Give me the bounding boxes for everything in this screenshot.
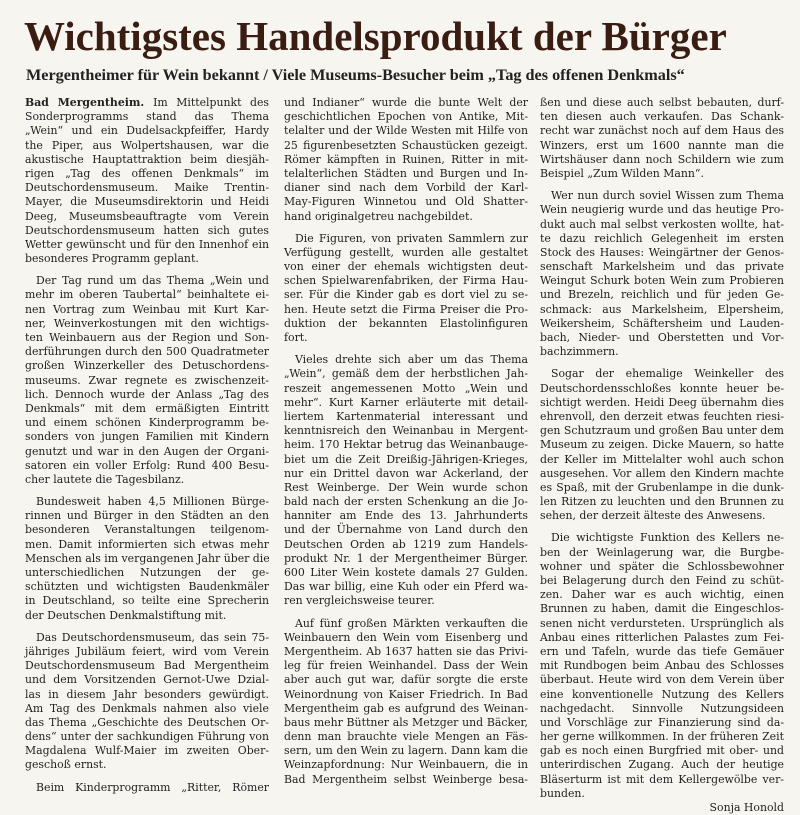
paragraph-gap (25, 266, 269, 274)
text-line: schützten und wichtigsten Baudenkmäler (25, 580, 269, 594)
text-line: ausgesehen. Vor allem den Kindern machte (540, 466, 784, 480)
paragraph-gap (284, 224, 528, 232)
text-line: schen Spielwarenfabriken, der Firma Hau- (284, 274, 528, 288)
text-line: nur ein Drittel davon war Ackerland, der (284, 466, 528, 480)
text-line: zen. Daher war es auch wichtig, einen (540, 588, 784, 602)
text-line: „Wein“, gemäß dem der herbstlichen Jah- (284, 367, 528, 381)
text-line: Deeg, Museumsbeauftragte vom Verein (25, 209, 269, 223)
text-line: Brunnen zu haben, damit die Eingeschlos- (540, 602, 784, 616)
text-line: hand originalgetreu nachgebildet. (284, 209, 473, 223)
text-line: bach, Nieder- und Oberstetten und Vor- (540, 331, 784, 344)
text-line: senen nicht verdursteten. Ursprünglich als (540, 616, 784, 630)
text-line: cher lautete die Tagesbilanz. (25, 472, 185, 486)
text-line: von einer der ehemals wichtigsten deut- (284, 260, 528, 274)
text-line: Die wichtigste Funktion des Kellers ne- (551, 531, 784, 545)
text-line: ern und Tafeln, wurde das tiefe Gemäuer (540, 644, 784, 658)
text-line: her gerne willkommen. In der früheren Zeit (540, 730, 784, 744)
text-line: mit Rundbogen beim Anbau des Schlosses (540, 659, 784, 673)
text-line: sonders von jungen Familien mit Kindern (25, 430, 269, 444)
text-line: Sonderprogramms stand das Thema (25, 110, 269, 124)
text-line: ben der Weinlagerung war, die Burgbe- (540, 545, 784, 559)
text-line: „Wein“ und ein Dudelsackpfeiffer, Hardy (25, 124, 269, 138)
text-line: genutzt und war in den Augen der Organi- (25, 444, 269, 458)
text-line: geschichtlichen Epochen von Antike, Mit- (284, 110, 528, 124)
text-line: leg für freien Weinhandel. Dass der Wein (284, 659, 528, 673)
text-line: las in diesem Jahr besonders gewürdigt. (25, 687, 269, 701)
author-byline: Sonja Honold (709, 801, 784, 814)
text-line: the Piper, aus Wolpertshausen, war die (25, 138, 269, 152)
text-line: telalter und der Wilde Westen mit Hilfe von (284, 124, 528, 138)
text-line: Mergentheim. Ab 1637 hatten sie das Privi- (284, 644, 528, 658)
text-line: sehen, der derzeit älteste des Anwesens. (540, 509, 766, 523)
text-line: Bundesweit haben 4,5 Millionen Bürge- (36, 495, 269, 509)
text-line: wohner und später die Schlossbewohner (540, 559, 784, 573)
text-line-rest: Im Mittelpunkt des (153, 96, 269, 109)
text-line: nen Vortrag zum Weinbau mit Kurt Kar- (25, 302, 269, 316)
paragraph-gap (284, 345, 528, 353)
text-line: Weingut Schurk boten Wein zum Probieren (540, 274, 784, 288)
text-line: Weinordnung von Kaiser Friedrich. In Bad (284, 687, 528, 701)
text-line: duktion der bekannten Elastolinfiguren (284, 316, 528, 330)
text-line: mehr im oberen Taubertal“ beinhaltete ei- (25, 288, 269, 302)
text-line: Weinzapfordnung: Nur Weinbauern, die in (284, 758, 528, 772)
paragraph-gap (284, 609, 528, 617)
text-line: Auf fünf großen Märkten verkauften die (295, 616, 528, 630)
text-line: te dazu reichlich Gelegenheit im ersten (540, 231, 784, 245)
text-line: schmack: aus Markelsheim, Elpersheim, (540, 302, 784, 316)
text-line: Weikersheim, Schäftersheim und Lauden- (540, 316, 784, 330)
text-line: das Thema „Geschichte des Deutschen Or- (25, 715, 269, 729)
text-line: kenntnisreich den Weinanbau in Mergent- (284, 424, 528, 438)
text-line: recht war zunächst noch auf dem Haus des (540, 124, 784, 138)
text-line: der Deutschen Denkmalstiftung mit. (25, 608, 227, 622)
text-line: museums. Zwar regnete es zwischenzeit- (25, 373, 269, 387)
text-line (25, 96, 269, 110)
paragraph-gap (540, 181, 784, 189)
text-line: produkt Nr. 1 der Mergentheimer Bürger. (284, 551, 528, 565)
text-line: und dem Vorsitzenden Gernot-Uwe Dzial- (25, 673, 269, 687)
text-line: len Ritzen zu leuchten und den Brunnen zu (540, 495, 784, 509)
text-column-1 (25, 96, 270, 794)
text-line: ehrenvoll, den derzeit etwas feuchten riesi- (540, 409, 784, 423)
text-line: gab es noch einen Burgfried mit ober- und (540, 744, 784, 758)
text-line: mehr“. Kurt Karner erläuterte mit detail- (284, 395, 528, 409)
text-line: ser. Für die Kinder gab es dort viel zu se- (284, 288, 528, 302)
text-line: ßen und diese auch selbst bebauten, durf- (540, 96, 784, 109)
text-line: ten Weinbauern aus der Region und Son- (25, 331, 269, 344)
text-line: Bläserturm ist mit dem Kellergewölbe ver- (540, 772, 784, 786)
text-line: Das war billig, eine Kuh oder ein Pferd wa- (284, 580, 528, 594)
text-line: rigen „Tag des offenen Denkmals“ im (25, 166, 269, 180)
text-line: ten diesen auch verkaufen. Das Schank- (540, 110, 784, 124)
paragraph-gap (540, 523, 784, 531)
text-line: Mayer, die Museumsdirektorin und Heidi (25, 195, 269, 209)
text-line: bunden. (540, 786, 585, 800)
text-line: Deutschordensschloßes konnte heuer be- (540, 381, 784, 395)
text-line: Bad Mergentheim selbst Weinberge besa- (284, 772, 528, 786)
text-line: Vieles drehte sich aber um das Thema (295, 353, 528, 367)
text-line: und Indianer“ wurde die bunte Welt der (284, 96, 528, 109)
text-line: satoren ein voller Erfolg: Rund 400 Besu- (25, 458, 269, 472)
text-line: Der Tag rund um das Thema „Wein und (36, 274, 269, 288)
text-line: eine konventionelle Nutzung des Kellers (540, 687, 784, 701)
text-line: dukt auch mal selbst verkosten wollte, hat- (540, 217, 784, 231)
text-line: Menschen als im vergangenen Jahr über die (25, 551, 270, 565)
text-line: derführungen durch den 500 Quadratmeter (25, 345, 269, 359)
text-line: unterirdischen Zugang. Auch der heutige (540, 758, 784, 772)
text-line: überbaut. Heute wird von dem Verein über (540, 673, 784, 687)
text-line: und Vorschläge zur Finanzierung sind da- (540, 715, 784, 729)
text-line: Magdalena Wulf-Maier im zweiten Ober- (25, 744, 269, 758)
text-line: 25 figurenbesetzten Schaustücken gezeigt. (284, 138, 528, 152)
text-line: Stock des Hauses: Weingärtner der Genos- (540, 245, 784, 259)
text-line: 600 Liter Wein kostete damals 27 Gulden. (284, 566, 528, 579)
text-line: sichtigt werden. Heidi Deeg übernahm dies (540, 395, 784, 409)
text-line: Deutschordensmuseum hatten sich gutes (25, 223, 269, 237)
text-line: Römer kämpften in Ruinen, Ritter in mit- (284, 152, 528, 166)
text-line: besonderes Programm geplant. (25, 252, 199, 266)
text-line: dens“ unter der sachkundigen Führung von (25, 730, 269, 744)
text-line: großen Winzerkeller des Detuschordens- (25, 359, 269, 373)
article-headline: Wichtigstes Handelsprodukt der Bürger (24, 13, 727, 59)
text-line: rinnen und Bürger in den Städten an den (25, 509, 269, 523)
text-line: Beispiel „Zum Wilden Mann“. (540, 166, 704, 180)
text-line: bachzimmern. (540, 345, 619, 359)
text-line: Deutschordensmuseum. Maike Trentin- (25, 181, 269, 195)
text-line: akustische Hauptattraktion beim diesjäh- (25, 152, 269, 166)
text-line: der Keller im Mittelalter wohl auch schon (540, 452, 784, 466)
text-line: Sogar der ehemalige Weinkeller des (551, 367, 784, 381)
text-line: sern, um den Wein zu lagern. Dann kam die (284, 744, 528, 758)
text-line: denn man brauchte viele Mengen an Fäs- (284, 730, 528, 744)
text-line: Das Deutschordensmuseum, das sein 75- (36, 630, 269, 644)
text-line: ren vergleichsweise teurer. (284, 594, 435, 608)
text-line: men. Damit informierten sich etwas mehr (25, 537, 269, 551)
text-column-2 (284, 96, 528, 786)
paragraph-gap (25, 773, 269, 781)
text-line: senschaft Markelsheim und das private (540, 260, 784, 274)
text-line: Wein neugierig wurde und das heutige Pro- (540, 203, 784, 217)
text-line: fort. (284, 331, 308, 344)
text-line: hanniter am Ende des 13. Jahrhunderts (284, 509, 528, 523)
text-line: und der Übernahme von Land durch den (284, 523, 528, 537)
paragraph-gap (540, 359, 784, 367)
text-line: aber auch gut war, dafür sorgte die erste (284, 673, 528, 687)
text-line: Winzers, erst um 1600 nannte man die (540, 138, 784, 152)
text-column-3 (540, 96, 784, 814)
paragraph-gap (25, 623, 269, 631)
text-line: Wirtshäuser dann noch Schildern wie zum (540, 152, 784, 166)
text-line: ner, Weinverkostungen mit den wichtigs- (25, 316, 269, 330)
text-line: und Brezeln, reichlich und für jeden Ge- (540, 288, 784, 302)
text-line: Am Tag des Denkmals nahmen also viele (25, 701, 269, 715)
text-line: heim. 170 Hektar betrug das Weinanbauge- (284, 438, 528, 452)
dateline: Bad Mergentheim. (25, 96, 154, 109)
text-line: in Deutschland, so teilte eine Sprecherin (25, 594, 269, 608)
text-line: Verfügung gestellt, wurden alle gestaltet (284, 245, 528, 259)
text-line: jähriges Jubiläum feiert, wird vom Verein (25, 644, 269, 658)
text-line: lich. Dennoch wurde der Anlass „Tag des (25, 387, 269, 401)
text-line: geschoß ernst. (25, 758, 107, 772)
text-line: Denkmals“ mit dem ermäßigten Eintritt (25, 401, 269, 415)
text-line: Museum zu zeigen. Dicke Mauern, so hatte (540, 438, 784, 452)
text-line: May-Figuren Winnetou und Old Shatter- (284, 195, 528, 209)
text-line: Mergentheim gab es aufgrund des Weinan- (284, 701, 528, 715)
text-line: nachgedacht. Sinnvolle Nutzungsideen (540, 701, 784, 715)
text-line: und einem schönen Kinderprogramm be- (25, 416, 269, 430)
text-line: es Spaß, mit der Grubenlampe in die dunk- (540, 480, 784, 494)
text-line: unterschiedlichen Nutzungen der ge- (25, 566, 269, 579)
text-line: reszeit angemessenen Motto „Wein und (284, 381, 528, 395)
text-line: besonderen Veranstaltungen teilgenom- (25, 523, 269, 537)
text-line: Rest Weinberge. Der Wein wurde schon (284, 480, 528, 494)
text-line: hen. Heute setzt die Firma Preiser die Pro- (284, 302, 528, 316)
paragraph-gap (25, 487, 269, 495)
text-line: bei Belagerung durch den Feind zu schüt- (540, 574, 784, 587)
text-line: Weinbauern den Wein vom Eisenberg und (284, 630, 528, 644)
text-line: baus mehr Büttner als Metzger und Bäcker, (284, 715, 528, 729)
text-line: Die Figuren, von privaten Sammlern zur (295, 231, 528, 245)
text-line: Anbau eines ritterlichen Palastes zum Fei- (540, 630, 784, 644)
article-subheadline: Mergentheimer für Wein bekannt / Viele Museums-Besucher beim „Tag des offenen Denkmals“ (26, 66, 685, 84)
text-line: bald nach der ersten Schenkung an die Jo- (284, 495, 528, 509)
text-line: telalterlichen Städten und Burgen und In- (284, 166, 528, 180)
text-line: Wer nun durch soviel Wissen zum Thema (551, 189, 784, 203)
text-line: dianer sind nach dem Vorbild der Karl- (284, 181, 528, 195)
text-line: Wetter gewünscht und für den Innenhof ein (25, 237, 269, 251)
text-line: Deutschen Orden ab 1219 zum Handels- (284, 537, 528, 551)
text-line: liertem Kartenmaterial interessant und (284, 409, 528, 423)
text-line: Deutschordensmuseum Bad Mergentheim (25, 659, 269, 673)
text-line: Beim Kinderprogramm „Ritter, Römer (36, 780, 269, 794)
text-line: biet um die Zeit Dreißig-Jährigen-Krieges, (284, 452, 528, 466)
text-line: gen Schutzraum und großen Bau unter dem (540, 424, 784, 438)
